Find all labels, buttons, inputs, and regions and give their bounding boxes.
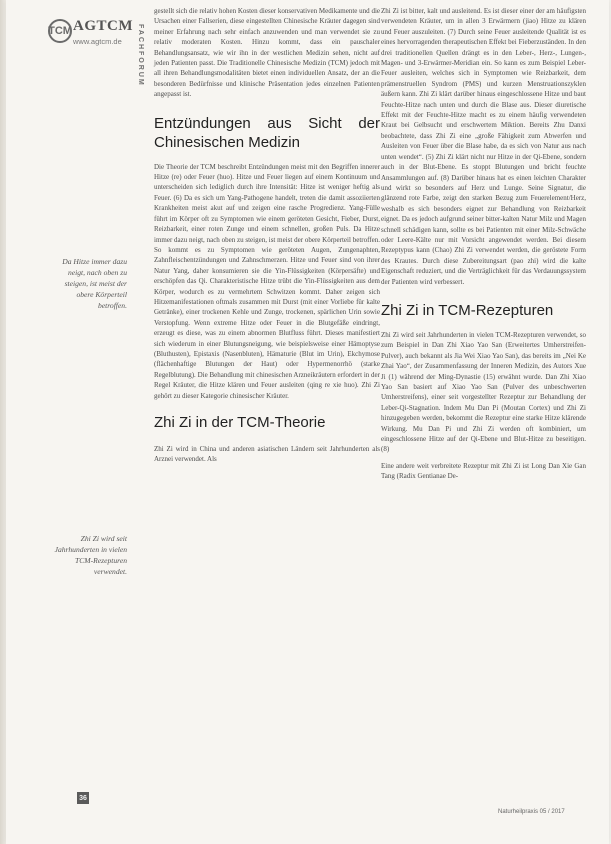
intro-paragraph: gestellt sich die relativ hohen Kosten dieser konservativen Medikamente und die Ursachen einer Fallserien, diese eingestellten Chinesische Kräuter dagegen sind meiner Erfahrung nach sehr einfach anzuwenden und man verwendet sie zu relativ moderaten Kosten. Hinzu kommt, dass ein pauschaler Behandlungsansatz, wie wir ihn in der westlichen Medizin sehen, nicht auf jeden Patienten passt. Die Traditionelle Chinesische Medizin (TCM) jedoch mit all ihren Behandlungsmodalitäten bietet einen individuellen Ansatz, der an die besonderen Bedürfnisse und klinische Präsentation jedes einzelnen Patienten angepasst ist. bbox=[154, 7, 380, 99]
agtcm-logo[interactable] bbox=[48, 14, 138, 54]
sidebar-note-heat: Da Hitze immer dazu neigt, nach oben zu steigen, ist meist der obere Körperteil betroffen. bbox=[62, 257, 127, 310]
paragraph-inflammation: Die Theorie der TCM beschreibt Entzündungen meist mit den Begriffen innerer Hitze (re) oder Feuer (huo). Hitze und Feuer liegen auf einem Kontinuum und unterscheiden sich lediglich durch ihre Intensität: Hitze ist weniger heftig als Feuer. (6) Da es sich um Yang-Pathogene handelt, treten die damit assoziierten Krankheiten meist akut auf und zeigen eine rasche Progredienz. Yang-Fülle führt im Körper oft zu Symptomen wie einem geröteten Gesicht, Fieber, Durst, Reizbarkeit, einer roten Zunge und einem schnellen, großen Puls. Da Hitze immer dazu neigt, nach oben zu steigen, ist meist der obere Körperteil betroffen. So kommt es zu Symptomen wie geröteten Augen, Zungenaphten, Zahnfleischentzündungen und Zahnschmerzen. Hitze und Feuer sind von ihrer Natur Yang, daher konsumieren sie die Yin-Flüssigkeiten (Körpersäfte) und erschöpfen das Qi. Charakteristische Hitze trübt die Yin-Flüssigkeiten aus dem Körper, wodurch es zu vermehrtem Schwitzen kommt. Daher zeigen sich Hitzemanifestationen oftmals zusammen mit Durst (mit einer Vorliebe für kalte Getränke), einer trockenen Kehle und Zunge, trockenen, spärlichen Urin sowie Verstopfung. Wenn extreme Hitze oder Feuer in die Blutgefäße eindringt, erzeugt es diese, was zu einem abnormen Blutfluss führt. Dieses manifestiert sich wiederum in einer Blutungsneigung, wie beispielsweise einer Hämoptyse (Bluthusten), Epistaxis (Nasenbluten), Hämaturie (Blut im Urin), Ekchymose (flächenhaftige Blutungen der Haut) oder Hypermenorrhö (starke Regelblutung). Die Behandlung mit chinesischen Arzneikräutern erfordert in der Regel Kräuter, die Hitze klären und Feuer ausleiten (qing re xie huo). Zhi Zi gehört zu dieser Kategorie chinesischer Kräuter. bbox=[154, 162, 380, 400]
logo-brand: AGTCM bbox=[73, 18, 133, 34]
paragraph-zhizi-recipes: Zhi Zi wird seit Jahrhunderten in vielen TCM-Rezepturen verwendet, so zum Beispiel in Dan Zhi Xiao Yao San (Erweitertes Umherstreifen-Pulver), auch bekannt als Jia Wei Xiao Yao San), das bereits im „Nei Ke Zhai Yao“, der Zusammenfassung der Inneren Medizin, des Autors Xue Ji (1) während der Ming-Dynastie (15) erwähnt wurde. Dan Zhi Xiao Yao San basiert auf Xiao Yao San (Pulver des unbeschwerten Umherstreifens), einer seit vorgestellter Rezeptur zur Behandlung der Leber-Qi-Stagnation. Indem Mu Dan Pi (Moutan Cortex) und Zhi Zi hinzugegeben werden, bekommt die Rezeptur eine starke Hitze klärende Wirkung. Mu Dan Pi und Zhi Zi werden oft kombiniert, um eingeschlossene Hitze auf der Qi-Ebene und Blut-Hitze zu beseitigen. (8) bbox=[381, 330, 586, 454]
page-number: 36 bbox=[77, 792, 89, 804]
text-column-right bbox=[381, 6, 586, 484]
paragraph-zhizi-properties: Zhi Zi ist bitter, kalt und ausleitend. Es ist dieser einer der am häufigsten verwendeten Kräuter, um in allen 3 Erwärmern (jiao) Hitze zu klären und Feuer auszuleiten. (7) Durch seine Feuer ausleitende Qualität ist es eines hervorragenden therapeutischen Effekt bei Fieberzuständen. In den drei traditionellen Quellen drängt es in den Leber-, Herz-, Lungen-, Magen- und 3-Erwärmer-Meridian ein. So kann es zum Beispiel Leber-Feuer ausleiten, welches sich in Symptomen wie Reizbarkeit, dem prämenstruellen Syndrom (PMS) und kurzen Menstruationszyklen äußern kann. Zhi Zi klärt darüber hinaus eingeschlossene Hitze und baut Feuchte-Hitze nach unten und durch die Blase aus. Dieser diuretische Effekt mit der Feuchte-Hitze macht es zu einem häufig verwendeten Kraut bei Gelbsucht und erschwertem Miktion. Bereits Zhu Danxi beobachtete, dass Zhi Zi eine „große Fähigkeit zum Abwerfen und Ausleiten von Feuer über die Blase habe, da es sich von Natur aus nach unten wendet“. (5) Zhi Zi klärt nicht nur Hitze in der Qi-Ebene, sondern auch in der Blut-Ebene. Es stoppt Blutungen und bricht feuchte Ansammlungen auf. (8) Darüber hinaus hat es einen leichten Charakter und wirkt so besonders auf Herz und Lunge. Seine Signatur, die glänzend rote Farbe, zeigt den starken Bezug zum Feuerelement/Herz, weshalb es sich besonders eignet zur Behandlung von Reizbarkeit eignet. Da es jedoch aufgrund seiner bitter-kalten Natur Milz und Magen schnell schädigen kann, sollte es bei Patienten mit einer Milz-Schwäche oder Leere-Kälte nur mit Vorsicht angewendet werden. Bei diesem Rezeptypus kann (Chao) Zhi Zi verwendet werden, die geröstete Form des Krautes. Durch diese Zubereitungsart (pao zhi) wird die kalte Eigenschaft reduziert, und die Verträglichkeit für das Verdauungssystem der Patienten wird verbessert. bbox=[381, 7, 586, 286]
heading-zhizi-theory: Zhi Zi in der TCM-Theorie bbox=[154, 414, 326, 431]
paragraph-long-dan: Eine andere weit verbreitete Rezeptur mit Zhi Zi ist Long Dan Xie Gan Tang (Radix Gentianae De- bbox=[381, 461, 586, 481]
heading-inflammation: Entzündungen aus Sicht der Chinesischen Medizin bbox=[154, 114, 380, 151]
sidebar-note-zhizi: Zhi Zi wird seit Jahrhunderten in vielen TCM-Rezepturen verwendet. bbox=[54, 534, 127, 576]
logo-mark-icon: TCM bbox=[48, 19, 72, 43]
section-rubric: FACHFORUM bbox=[137, 24, 144, 87]
paragraph-zhizi-theory: Zhi Zi wird in China und anderen asiatischen Ländern seit Jahrhunderten als Arznei verwendet. Als bbox=[154, 445, 380, 464]
logo-url: www.agtcm.de bbox=[73, 37, 122, 46]
heading-zhizi-recipes: Zhi Zi in TCM-Rezepturen bbox=[381, 301, 554, 319]
magazine-page bbox=[6, 0, 609, 844]
text-column-left bbox=[154, 6, 380, 467]
journal-footer: Naturheilpraxis 05 / 2017 bbox=[498, 809, 565, 815]
